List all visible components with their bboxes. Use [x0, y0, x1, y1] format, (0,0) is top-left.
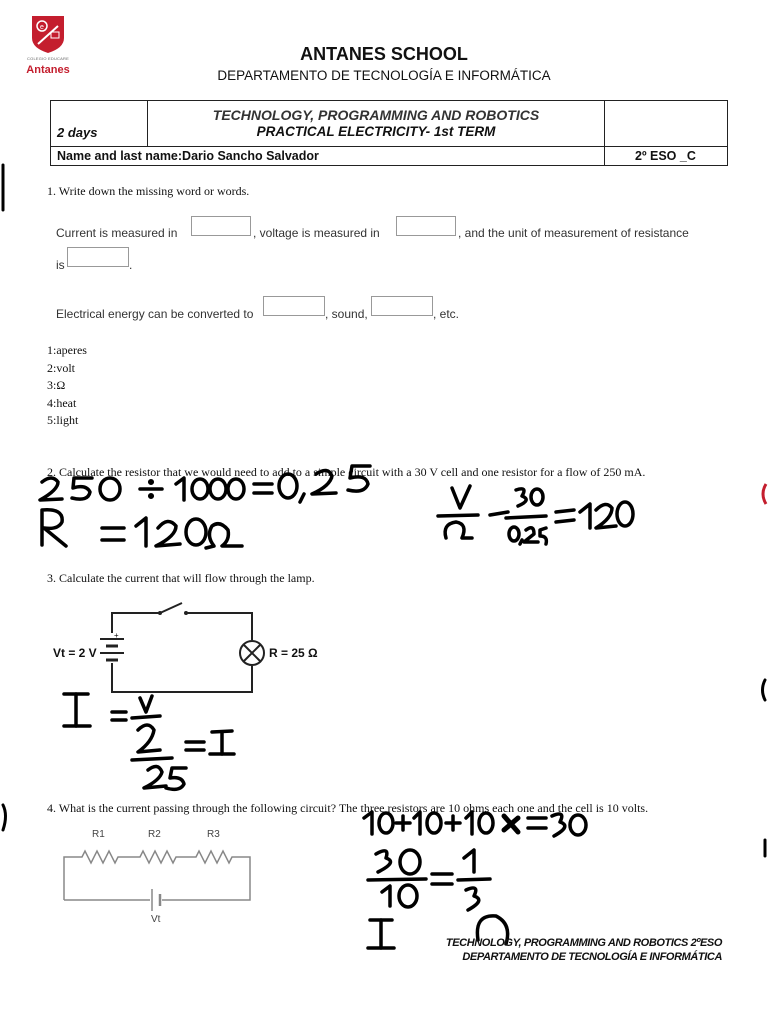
- info-table: [50, 100, 728, 166]
- voltage-label: Vt = 2 V: [53, 646, 97, 660]
- footer-line-2: DEPARTAMENTO DE TECNOLOGÍA E INFORMÁTICA: [462, 951, 722, 963]
- q1-text-2a: Electrical energy can be converted to: [56, 307, 254, 321]
- logo-name: Antanes: [26, 64, 70, 76]
- question-1-prompt: 1. Write down the missing word or words.: [47, 184, 250, 198]
- q1-text-1e: .: [129, 258, 133, 272]
- answer-item: 4:heat: [47, 395, 77, 410]
- question-3-prompt: 3. Calculate the current that will flow through the lamp.: [47, 571, 315, 585]
- q1-text-1c: , and the unit of measurement of resistance: [458, 226, 689, 240]
- answer-item: 5:light: [47, 413, 79, 427]
- q1-answers: [47, 342, 87, 430]
- q1-blank-4[interactable]: [263, 296, 325, 316]
- unit-title: PRACTICAL ELECTRICITY- 1st TERM: [256, 124, 496, 139]
- resistance-label: R = 25 Ω: [269, 646, 318, 660]
- question-2-prompt: 2. Calculate the resistor that we would need to add to a simple circuit with a 30 V cell and one resistor for a flow of 250 mA.: [47, 465, 646, 479]
- department-title: DEPARTAMENTO DE TECNOLOGÍA E INFORMÁTICA: [217, 68, 551, 83]
- footer-line-1: TECHNOLOGY, PROGRAMMING AND ROBOTICS 2ºESO: [445, 937, 722, 949]
- answer-item: 3:Ω: [47, 378, 66, 392]
- resistor-label: R3: [207, 829, 220, 840]
- logo-subtitle: COLEGIO EDUCARE: [27, 56, 69, 61]
- q1-text-1d: is: [56, 258, 65, 272]
- duration-cell: 2 days: [57, 125, 98, 140]
- answer-item: 1:aperes: [47, 343, 87, 357]
- svg-text:e: e: [40, 24, 44, 31]
- cell-label: Vt: [151, 914, 161, 925]
- subject-title: TECHNOLOGY, PROGRAMMING AND ROBOTICS: [212, 107, 540, 123]
- footer: [446, 936, 722, 964]
- school-title: ANTANES SCHOOL: [300, 44, 468, 64]
- q1-text-2c: , etc.: [433, 307, 460, 321]
- resistor-label: R2: [148, 829, 161, 840]
- student-name: Name and last name:Dario Sancho Salvador: [57, 149, 319, 163]
- q1-blank-2[interactable]: [396, 216, 456, 236]
- answer-item: 2:volt: [47, 360, 76, 375]
- plus-sign: +: [114, 631, 119, 640]
- grade-cell: 2º ESO _C: [635, 149, 696, 163]
- q1-blank-1[interactable]: [191, 216, 251, 236]
- resistor-label: R1: [92, 829, 105, 840]
- q1-blank-3[interactable]: [67, 247, 129, 267]
- q1-text-2b: , sound,: [325, 307, 368, 321]
- q1-text-1a: Current is measured in: [56, 226, 178, 240]
- q1-text-1b: , voltage is measured in: [253, 226, 380, 240]
- question-4-prompt: 4. What is the current passing through the following circuit? The three resistors are 10 ohms each one and the cell is 10 volts.: [47, 801, 649, 815]
- q1-blank-5[interactable]: [371, 296, 433, 316]
